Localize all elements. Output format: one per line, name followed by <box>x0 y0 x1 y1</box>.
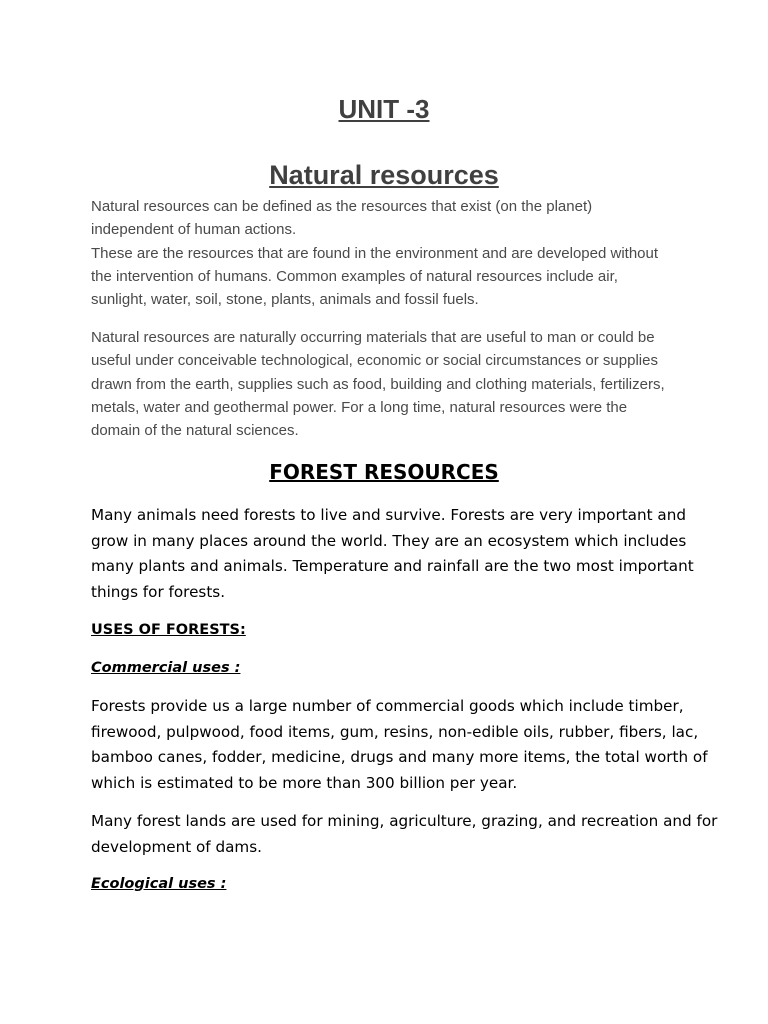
text-line: things for forests. <box>91 582 226 601</box>
text-line: the intervention of humans. Common examples of natural resources include air, <box>91 267 618 285</box>
intro-paragraph-2 <box>91 326 691 442</box>
text-line: bamboo canes, fodder, medicine, drugs and many more items, the total worth of <box>91 748 708 766</box>
text-line: Many animals need forests to live and survive. Forests are very important and <box>91 506 686 524</box>
text-line: Many forest lands are used for mining, agriculture, grazing, and recreation and for <box>91 812 718 830</box>
text-line: many plants and animals. Temperature and rainfall are the two most important <box>91 557 694 575</box>
text-line: domain of the natural sciences. <box>91 422 299 440</box>
text-line: sunlight, water, soil, stone, plants, animals and fossil fuels. <box>91 291 479 309</box>
text-line: development of dams. <box>91 837 262 856</box>
text-line: These are the resources that are found in the environment and are developed without <box>91 244 659 262</box>
text-line: drawn from the earth, supplies such as food, building and clothing materials, fertilizers, <box>91 375 665 393</box>
text-line: which is estimated to be more than 300 billion per year. <box>91 773 518 792</box>
land-use-paragraph <box>91 809 718 860</box>
intro-paragraph-1 <box>91 195 691 311</box>
text-line: Natural resources are naturally occurring materials that are useful to man or could be <box>91 329 655 346</box>
text-line: Forests provide us a large number of commercial goods which include timber, <box>91 697 684 715</box>
commercial-uses-paragraph <box>91 694 708 796</box>
text-line: metals, water and geothermal power. For a long time, natural resources were the <box>91 398 628 416</box>
commercial-uses-heading: Commercial uses : <box>91 660 241 676</box>
uses-of-forests-heading: USES OF FORESTS: <box>91 622 246 638</box>
ecological-uses-heading: Ecological uses : <box>91 876 227 892</box>
text-line: useful under conceivable technological, economic or social circumstances or supplies <box>91 352 658 370</box>
unit-title: UNIT -3 <box>338 94 430 124</box>
forest-resources-heading: FOREST RESOURCES <box>269 460 499 484</box>
text-line: grow in many places around the world. They are an ecosystem which includes <box>91 531 687 550</box>
text-line: firewood, pulpwood, food items, gum, resins, non-edible oils, rubber, fibers, lac, <box>91 722 699 741</box>
forest-paragraph <box>91 503 694 605</box>
page-title: Natural resources <box>269 160 499 190</box>
text-line: Natural resources can be defined as the resources that exist (on the planet) <box>91 198 593 215</box>
text-line: independent of human actions. <box>91 221 297 239</box>
